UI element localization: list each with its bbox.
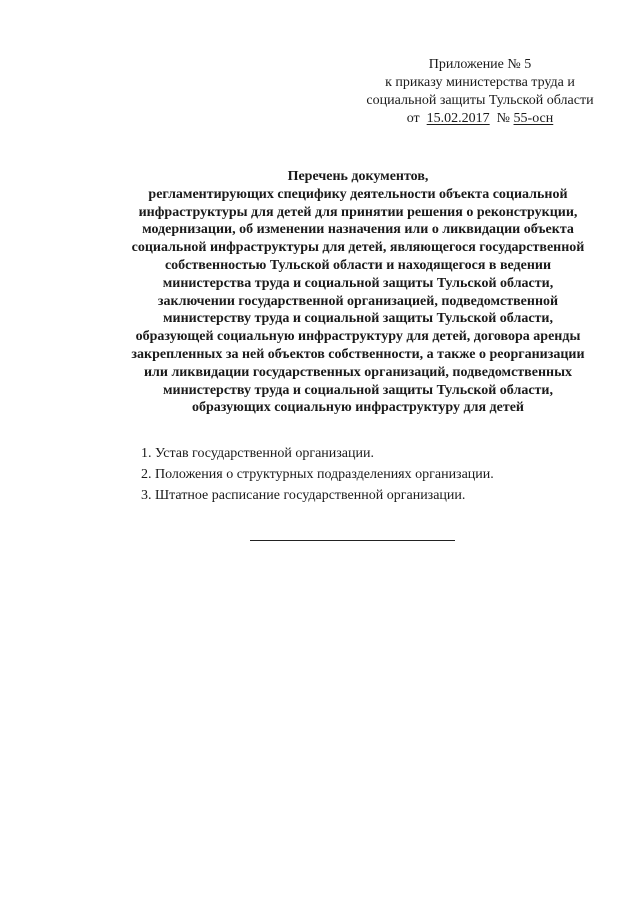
list-item: 2. Положения о структурных подразделениях организации.: [141, 467, 494, 482]
title-line: собственностью Тульской области и находящегося в ведении: [164, 257, 552, 273]
appendix-date-line: [360, 110, 600, 128]
title-line: социальной инфраструктуры для детей, являющегося государственной: [131, 240, 585, 256]
title-line: инфраструктуры для детей для принятии решения о реконструкции,: [138, 204, 578, 220]
list-item: 1. Устав государственной организации.: [141, 446, 374, 461]
title-line: регламентирующих специфику деятельности объекта социальной: [148, 186, 568, 202]
title-line: или ликвидации государственных организаций, подведомственных: [143, 364, 573, 380]
number-prefix: №: [496, 111, 511, 126]
appendix-ministry: социальной защиты Тульской области: [366, 93, 594, 108]
order-number: 55-осн: [513, 111, 554, 126]
document-title: [110, 168, 606, 417]
title-line: заключении государственной организацией, подведомственной: [157, 293, 559, 309]
title-line: закрепленных за ней объектов собственности, а также о реорганизации: [131, 346, 585, 362]
appendix-header: [360, 56, 600, 128]
title-line: модернизации, об изменении назначения или о ликвидации объекта: [142, 222, 574, 238]
appendix-order-reference: к приказу министерства труда и: [385, 75, 575, 90]
title-line: министерству труда и социальной защиты Тульской области,: [163, 311, 553, 327]
appendix-number: Приложение № 5: [428, 57, 532, 72]
closing-divider: [250, 540, 455, 541]
date-prefix: от: [406, 111, 420, 126]
document-list: [141, 443, 601, 506]
title-line: образующих социальную инфраструктуру для детей: [192, 400, 524, 416]
title-line: министерства труда и социальной защиты Тульской области,: [162, 275, 554, 291]
title-line: Перечень документов,: [287, 169, 429, 184]
title-line: образующей социальную инфраструктуру для детей, договора аренды: [135, 329, 581, 345]
title-line: министерству труда и социальной защиты Тульской области,: [163, 382, 553, 398]
list-item: 3. Штатное расписание государственной организации.: [141, 488, 466, 503]
order-date: 15.02.2017: [426, 111, 490, 126]
